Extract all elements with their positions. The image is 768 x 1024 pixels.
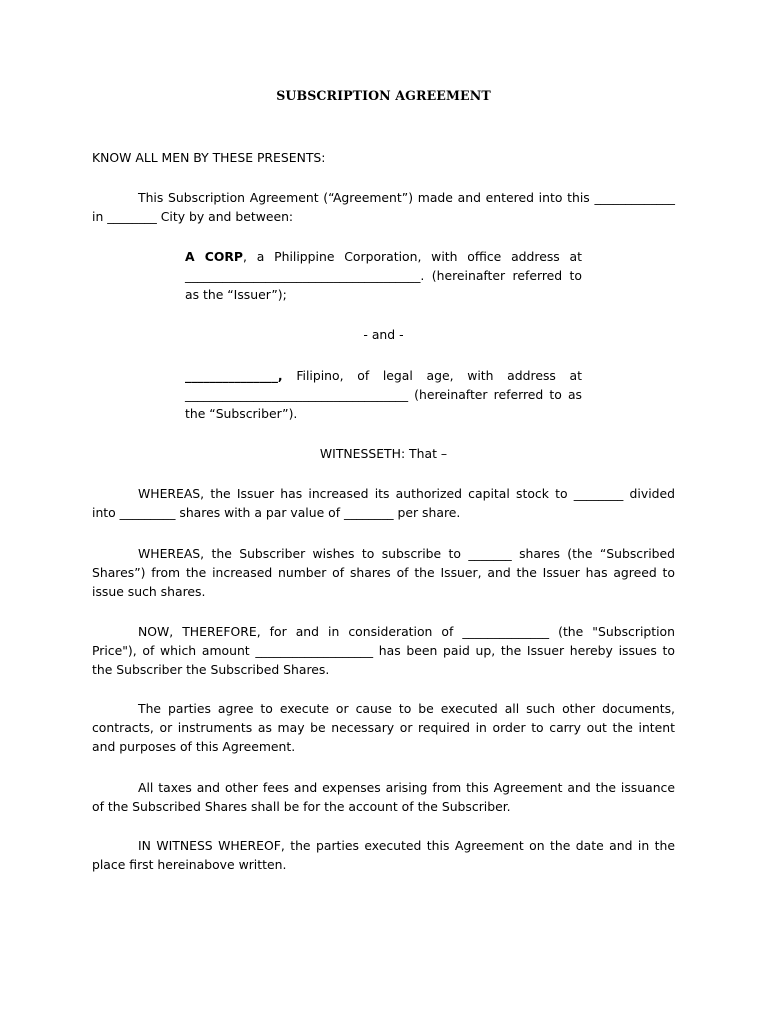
witness-whereof-paragraph: IN WITNESS WHEREOF, the parties executed this Agreement on the date and in the place first hereinabove written. (92, 838, 675, 872)
whereas-subscriber-paragraph: WHEREAS, the Subscriber wishes to subscribe to _______ shares (the “Subscribed Shares”) from the increased number of shares of the Issuer, and the Issuer has agreed to issue such shares. (92, 546, 675, 599)
issuer-details: , a Philippine Corporation, with office address at ______________________________________. (hereinafter referred to as the “Issuer”); (185, 249, 582, 302)
now-therefore-paragraph: NOW, THEREFORE, for and in consideration of ______________ (the "Subscription Price"), of which amount ___________________ has been paid up, the Issuer hereby issues to the Subscriber the Subscribed Shares. (92, 624, 675, 677)
document-title: SUBSCRIPTION AGREEMENT (276, 88, 491, 103)
witnesseth-heading: WITNESSETH: That – (319, 446, 448, 461)
taxes-paragraph: All taxes and other fees and expenses arising from this Agreement and the issuance of the Subscribed Shares shall be for the account of the Subscriber. (92, 780, 675, 814)
whereas-capital-paragraph: WHEREAS, the Issuer has increased its authorized capital stock to ________ divided into _________ shares with a par value of ________ per share. (92, 486, 675, 520)
issuer-name: A CORP (185, 249, 244, 264)
issuer-party-paragraph (185, 247, 582, 304)
opening-paragraph: This Subscription Agreement (“Agreement”) made and entered into this _____________ in ________ City by and between: (92, 190, 675, 224)
subscriber-party-paragraph (185, 366, 582, 423)
intro-line: KNOW ALL MEN BY THESE PRESENTS: (92, 150, 326, 165)
parties-agree-paragraph: The parties agree to execute or cause to be executed all such other documents, contracts, or instruments as may be necessary or required in order to carry out the intent and purposes of this Agreement. (92, 701, 675, 754)
and-separator: - and - (363, 327, 404, 342)
subscriber-name-blank: _______________, (185, 368, 283, 383)
subscriber-details: Filipino, of legal age, with address at ____________________________________ (hereinafter referred to as the “Subscriber”). (185, 368, 582, 421)
